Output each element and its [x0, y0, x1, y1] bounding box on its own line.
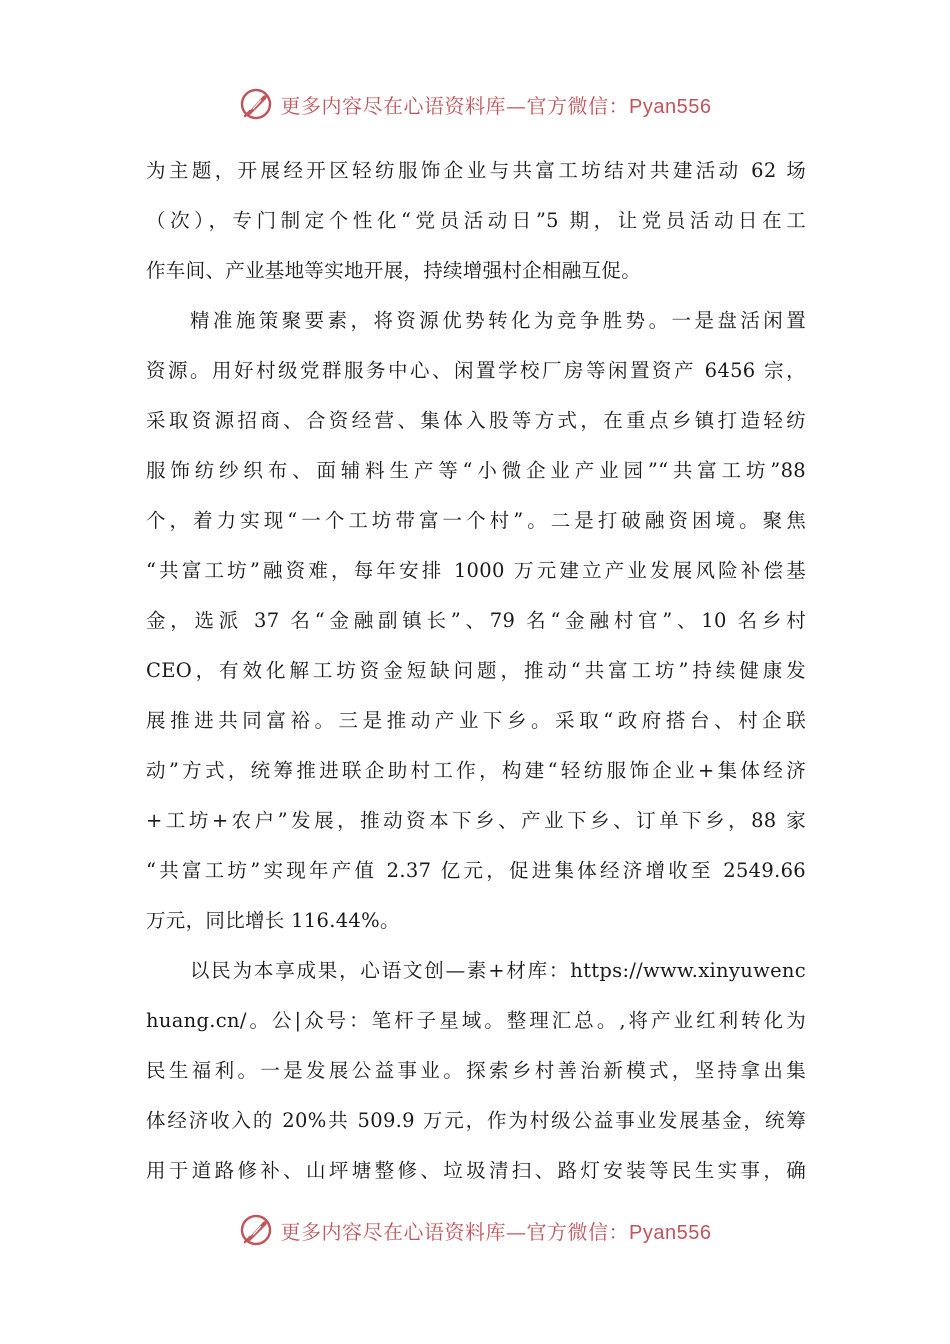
body-line: 为主题，开展经开区轻纺服饰企业与共富工坊结对共建活动 62 场	[146, 159, 806, 182]
footer-wechat-handle: Pyan556	[629, 1221, 712, 1244]
body-line: huang.cn/。公|众号：笔杆子星域。整理汇总。,将产业红利转化为	[146, 1009, 806, 1032]
body-line: 个，着力实现“一个工坊带富一个村”。二是打破融资困境。聚焦	[146, 509, 806, 532]
footer-banner-text: 更多内容尽在心语资料库—官方微信：Pyan556	[280, 1219, 712, 1244]
quill-logo-icon	[239, 87, 273, 121]
body-line: （次），专门制定个性化“党员活动日”5 期，让党员活动日在工	[146, 209, 806, 232]
quill-logo-icon	[239, 1213, 273, 1247]
body-line: 作车间、产业基地等实地开展，持续增强村企相融互促。	[146, 259, 642, 282]
header-wechat-handle: Pyan556	[629, 95, 712, 118]
body-line: 民生福利。一是发展公益事业。探索乡村善治新模式，坚持拿出集	[146, 1059, 806, 1082]
body-line: 用于道路修补、山坪塘整修、垃圾清扫、路灯安装等民生实事，确	[146, 1159, 806, 1182]
body-line: 体经济收入的 20%共 509.9 万元，作为村级公益事业发展基金，统筹	[146, 1109, 806, 1132]
body-line: 万元，同比增长 116.44%。	[146, 909, 400, 932]
header-banner-text: 更多内容尽在心语资料库—官方微信：Pyan556	[280, 93, 712, 118]
body-line: CEO，有效化解工坊资金短缺问题，推动“共富工坊”持续健康发	[146, 659, 806, 682]
body-line: “共富工坊”融资难，每年安排 1000 万元建立产业发展风险补偿基	[146, 559, 806, 582]
body-line: +工坊+农户”发展，推动资本下乡、产业下乡、订单下乡，88 家	[146, 809, 806, 832]
header-watermark-banner	[0, 82, 950, 126]
document-body	[146, 146, 806, 1196]
body-line: 服饰纺纱织布、面辅料生产等“小微企业产业园”“共富工坊”88	[146, 459, 806, 482]
paragraph-first-line: 以民为本享成果，心语文创—素+材库：https://www.xinyuwenc	[190, 959, 806, 982]
body-line: “共富工坊”实现年产值 2.37 亿元，促进集体经济增收至 2549.66	[146, 859, 806, 882]
body-line: 动”方式，统筹推进联企助村工作，构建“轻纺服饰企业+集体经济	[146, 759, 806, 782]
body-line: 采取资源招商、合资经营、集体入股等方式，在重点乡镇打造轻纺	[146, 409, 806, 432]
body-line: 金，选派 37 名“金融副镇长”、79 名“金融村官”、10 名乡村	[146, 609, 806, 632]
paragraph-first-line: 精准施策聚要素，将资源优势转化为竞争胜势。一是盘活闲置	[190, 309, 806, 332]
body-line: 展推进共同富裕。三是推动产业下乡。采取“政府搭台、村企联	[146, 709, 806, 732]
footer-watermark-banner	[0, 1208, 950, 1252]
body-line: 资源。用好村级党群服务中心、闲置学校厂房等闲置资产 6456 宗，	[146, 359, 806, 382]
